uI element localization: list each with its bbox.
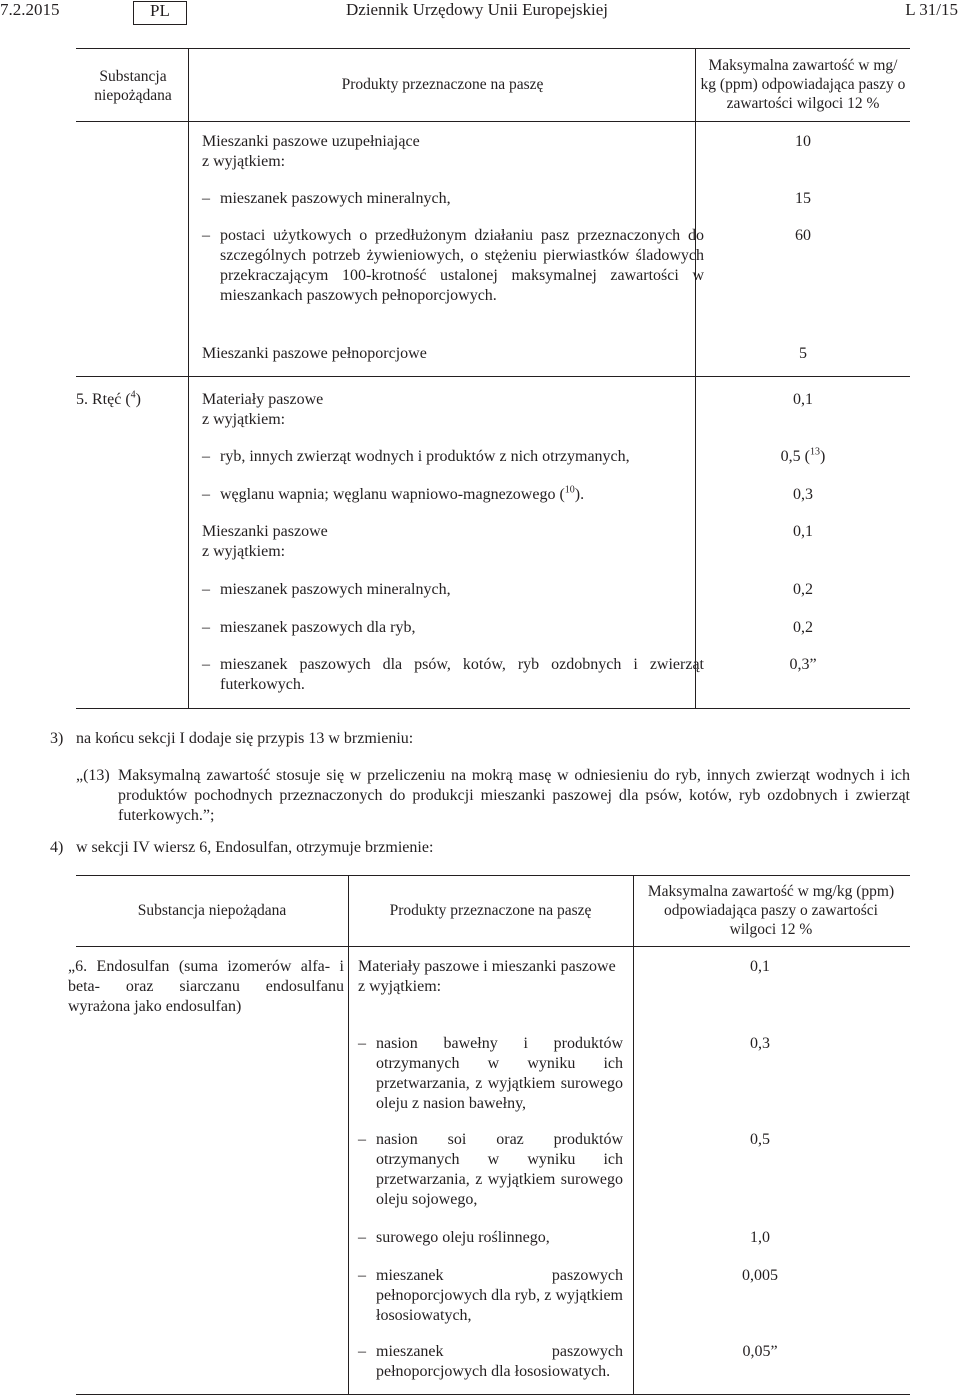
max-value: 0,05” — [742, 1343, 778, 1360]
table-row — [202, 522, 328, 562]
amendment-text: w sekcji IV wiersz 6, Endosulfan, otrzymuje brzmienie: — [76, 839, 434, 856]
substance-name: „6. Endosulfan (suma izomerów alfa- i beta- oraz siarczanu endosulfanu wyrażona jako endosulfan) — [68, 958, 344, 1015]
table-row: – nasion bawełny i produktów otrzymanych w wyniku ich przetwarzania, z wyjątkiem surowego oleju z nasion bawełny, — [358, 1035, 623, 1112]
table-row: – mieszanek paszowych pełnoporcjowych dla łososiowatych. — [358, 1343, 623, 1380]
max-value: 0,1 — [750, 958, 770, 975]
page-reference: L 31/15 — [905, 0, 958, 19]
journal-title: Dziennik Urzędowy Unii Europejskiej — [346, 0, 609, 19]
product-label: mieszanek paszowych dla psów, kotów, ryb ozdobnych i zwierząt futerkowych. — [220, 656, 704, 693]
table-row: – mieszanek paszowych dla psów, kotów, ryb ozdobnych i zwierząt futerkowych. — [202, 656, 704, 693]
product-label: nasion soi oraz produktów otrzymanych w wyniku ich przetwarzania, z wyjątkiem surowego oleju sojowego, — [376, 1131, 623, 1208]
column-divider — [348, 875, 349, 1394]
product-label: mieszanek paszowych pełnoporcjowych dla ryb, z wyjątkiem łososiowatych, — [376, 1267, 623, 1324]
substance-name: 5. Rtęć ($^4$) — [76, 389, 141, 408]
max-value: 60 — [795, 227, 811, 244]
product-label: nasion bawełny i produktów otrzymanych w wyniku ich przetwarzania, z wyjątkiem surowego oleju z nasion bawełny, — [376, 1035, 623, 1112]
header-products: Produkty przeznaczone na paszę — [389, 902, 592, 919]
product-label: węglanu wapnia; węglanu wapniowo-magnezowego ( — [220, 486, 565, 503]
table-row: – postaci użytkowych o przedłużonym działaniu pasz przeznaczonych do szczególnych potrzeb żywieniowych, o stężeniu pierwiastków śladowych przekraczającym 100-krotność ustalonej maksymalnej zawartości w mieszankach paszowych pełnoporcjowych. — [202, 227, 704, 304]
table-row: – mieszanek paszowych pełnoporcjowych dla ryb, z wyjątkiem łososiowatych, — [358, 1267, 623, 1324]
max-value: 0,3 — [793, 486, 813, 503]
footnote-ref: 13 — [810, 446, 820, 458]
table-row — [202, 390, 323, 430]
max-value: 1,0 — [750, 1229, 770, 1246]
max-value: 0,3 — [750, 1035, 770, 1052]
amendment-number: 4) — [50, 839, 64, 856]
product-label-cont: z wyjątkiem: — [202, 543, 286, 560]
table-row: – surowego oleju roślinnego, — [358, 1229, 550, 1246]
product-label: Materiały paszowe — [202, 391, 324, 408]
table-bottom-rule — [76, 1394, 910, 1395]
table-header-rule — [76, 946, 910, 947]
amendment-text: na końcu sekcji I dodaje się przypis 13 w brzmieniu: — [76, 730, 414, 747]
product-label: mieszanek paszowych mineralnych, — [220, 581, 451, 598]
product-label-cont: z wyjątkiem: — [202, 153, 286, 170]
product-label: mieszanek paszowych dla ryb, — [220, 619, 416, 636]
table-row: – ryb, innych zwierząt wodnych i produktów z nich otrzymanych, — [202, 448, 630, 465]
max-value: 0,5 ($^{13}$) — [780, 446, 826, 465]
max-value: 0,1 — [793, 391, 813, 408]
column-divider — [695, 48, 696, 708]
table-row: – mieszanek paszowych dla ryb, — [202, 619, 416, 636]
product-label-cont: z wyjątkiem: — [202, 411, 286, 428]
table-row: Mieszanki paszowe pełnoporcjowe — [202, 345, 427, 362]
product-label: mieszanek paszowych pełnoporcjowych dla łososiowatych. — [376, 1343, 623, 1380]
footnote-ref: 4 — [130, 389, 136, 401]
amendment-number: 3) — [50, 730, 64, 747]
product-label: surowego oleju roślinnego, — [376, 1229, 550, 1246]
product-label: postaci użytkowych o przedłużonym działaniu pasz przeznaczonych do szczególnych potrzeb żywieniowych, o stężeniu pierwiastków śladowych przekraczającym 100-krotność ustalonej maksymalnej zawartości w mieszankach paszowych pełnoporcjowych. — [220, 227, 704, 304]
table-row: – mieszanek paszowych mineralnych, — [202, 190, 451, 207]
max-value: 0,5 — [750, 1131, 770, 1148]
max-value: 0,2 — [793, 581, 813, 598]
product-label-cont: z wyjątkiem: — [358, 978, 442, 995]
column-divider — [188, 48, 189, 708]
max-value: 0,1 — [793, 523, 813, 540]
max-value: 0,2 — [793, 619, 813, 636]
max-value: 0,005 — [742, 1267, 778, 1284]
header-max-content: Maksymalna zawartość w mg/ kg (ppm) odpowiadająca paszy o zawartości wilgoci 12 % — [700, 57, 906, 112]
table-row — [202, 132, 420, 172]
product-label: mieszanek paszowych mineralnych, — [220, 190, 451, 207]
publication-date: 7.2.2015 — [0, 0, 60, 19]
table-row-rule — [76, 376, 910, 377]
header-substance: Substancja niepożądana — [137, 902, 287, 919]
footnote-ref: 10 — [564, 484, 575, 496]
language-code: PL — [133, 1, 187, 25]
footnote-text: Maksymalną zawartość stosuje się w przeliczeniu na mokrą masę w odniesieniu do ryb, innych zwierząt wodnych i ich produktów pochodnych przeznaczonych do produkcji mieszanki paszowej dla psów, kotów, ryb ozdobnych i zwierząt futerkowych.”; — [118, 767, 910, 824]
table-top-rule — [76, 875, 910, 876]
max-value: 0,3” — [789, 656, 817, 673]
table-top-rule — [76, 48, 910, 49]
table-bottom-rule — [76, 708, 910, 709]
table-row: – nasion soi oraz produktów otrzymanych w wyniku ich przetwarzania, z wyjątkiem surowego oleju sojowego, — [358, 1131, 623, 1208]
table-row: – węglanu wapnia; węglanu wapniowo-magnezowego ($^{10}$). — [202, 484, 585, 503]
table-row: – mieszanek paszowych mineralnych, — [202, 581, 451, 598]
header-products: Produkty przeznaczone na paszę — [341, 76, 544, 93]
max-value: 15 — [795, 190, 811, 207]
product-label: ryb, innych zwierząt wodnych i produktów z nich otrzymanych, — [220, 448, 630, 465]
max-value: 5 — [799, 345, 807, 362]
product-label: Materiały paszowe i mieszanki paszowe — [358, 958, 616, 975]
table-row — [358, 957, 623, 997]
product-label: Mieszanki paszowe uzupełniające — [202, 133, 420, 150]
header-max-content: Maksymalna zawartość w mg/kg (ppm) odpowiadająca paszy o zawartości wilgoci 12 % — [647, 883, 895, 938]
header-substance: Substancja niepożądana — [94, 68, 172, 104]
table-header-rule — [76, 121, 910, 122]
max-value: 10 — [795, 133, 811, 150]
column-divider — [633, 875, 634, 1394]
footnote-marker: „(13) — [76, 767, 110, 784]
product-label: Mieszanki paszowe — [202, 523, 328, 540]
